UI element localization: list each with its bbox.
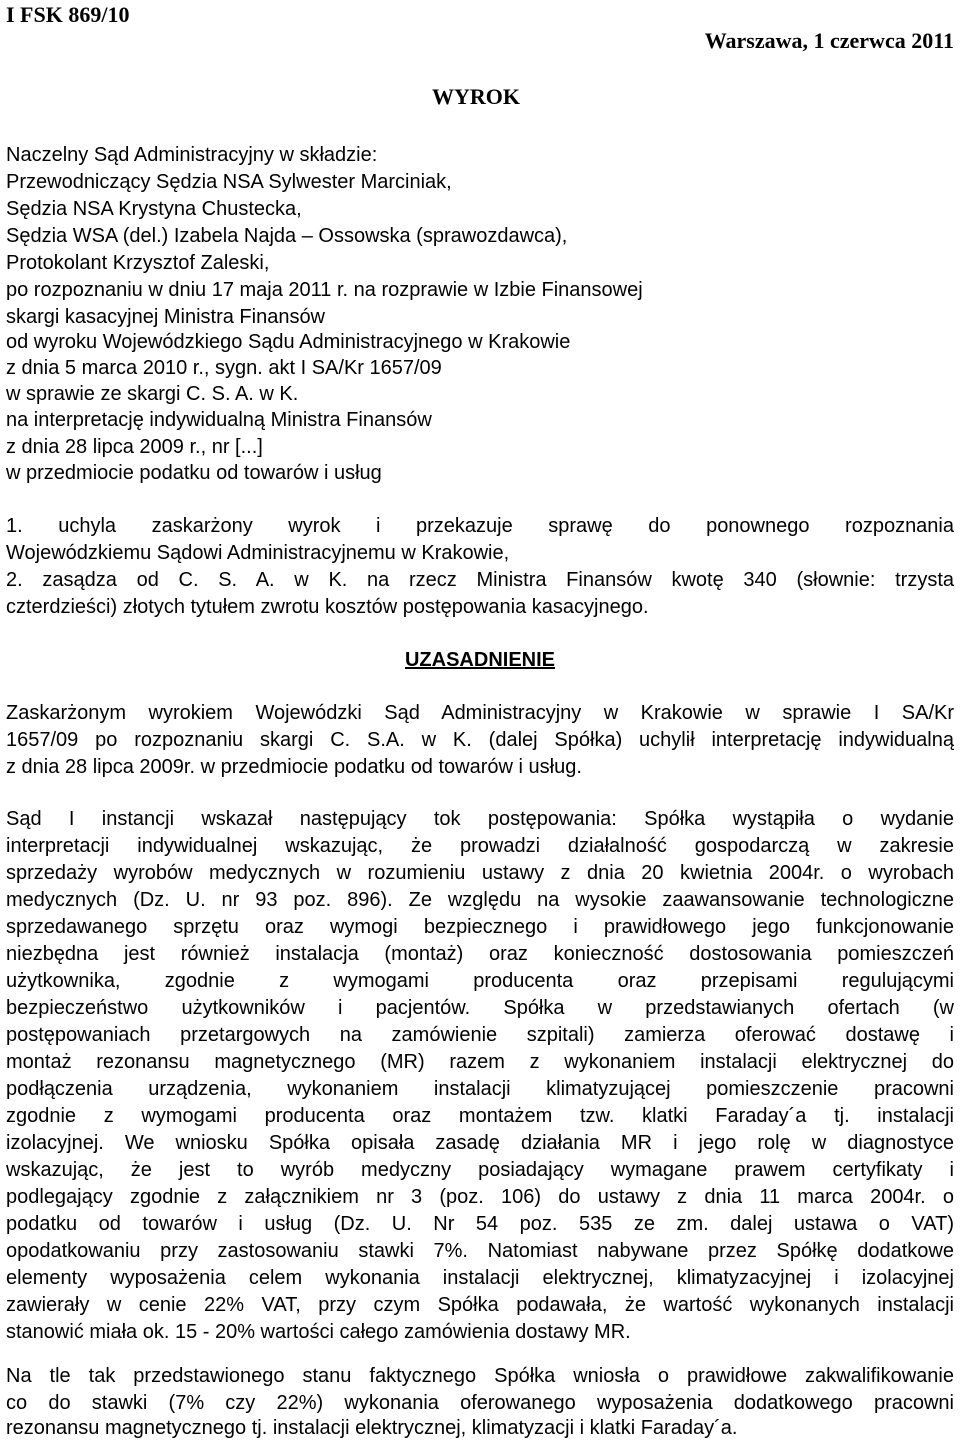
paragraph-line: użytkownika, zgodnie z wymogami producenta oraz przepisami regulującymi bbox=[6, 970, 954, 992]
ruling-line: 1. uchyla zaskarżony wyrok i przekazuje sprawę do ponownego rozpoznania bbox=[6, 515, 954, 537]
paragraph-line: montaż rezonansu magnetycznego (MR) razem z wykonaniem instalacji elektrycznej do bbox=[6, 1051, 954, 1073]
paragraph-line: rezonansu magnetycznego tj. instalacji elektrycznej, klimatyzacji i klatki Faraday´a. bbox=[6, 1417, 738, 1439]
ruling-line: Wojewódzkiemu Sądowi Administracyjnemu w Krakowie, bbox=[6, 542, 510, 564]
paragraph-line: podatku od towarów i usług (Dz. U. Nr 54 poz. 535 ze zm. dalej ustawa o VAT) bbox=[6, 1213, 954, 1235]
composition-line: Sędzia NSA Krystyna Chustecka, bbox=[6, 198, 302, 220]
composition-line: w sprawie ze skargi C. S. A. w K. bbox=[6, 383, 299, 405]
paragraph-line: opodatkowaniu przy zastosowaniu stawki 7%. Natomiast nabywane przez Spółkę dodatkowe bbox=[6, 1240, 954, 1262]
composition-line: z dnia 5 marca 2010 r., sygn. akt I SA/Kr 1657/09 bbox=[6, 357, 442, 379]
composition-line: Protokolant Krzysztof Zaleski, bbox=[6, 252, 270, 274]
composition-line: po rozpoznaniu w dniu 17 maja 2011 r. na rozprawie w Izbie Finansowej bbox=[6, 279, 643, 301]
paragraph-line: sprzedawanego sprzętu oraz wymogi bezpiecznego i prawidłowego jego funkcjonowanie bbox=[6, 916, 954, 938]
composition-line: od wyroku Wojewódzkiego Sądu Administracyjnego w Krakowie bbox=[6, 331, 571, 353]
verdict-title: WYROK bbox=[432, 84, 520, 109]
paragraph-line: sprzedaży wyrobów medycznych w rozumieniu ustawy z dnia 20 kwietnia 2004r. o wyrobach bbox=[6, 862, 954, 884]
composition-line: w przedmiocie podatku od towarów i usług bbox=[6, 462, 382, 484]
paragraph-line: 1657/09 po rozpoznaniu skargi C. S.A. w K. (dalej Spółka) uchylił interpretację indywidualną bbox=[6, 729, 954, 751]
composition-line: skargi kasacyjnej Ministra Finansów bbox=[6, 306, 326, 328]
paragraph-line: izolacyjnej. We wniosku Spółka opisała zasadę działania MR i jego rolę w diagnostyce bbox=[6, 1132, 954, 1154]
composition-line: Przewodniczący Sędzia NSA Sylwester Marciniak, bbox=[6, 171, 452, 193]
paragraph-line: postępowaniach przetargowych na zamówienie szpitali) zamierza oferować dostawę i bbox=[6, 1024, 954, 1046]
paragraph-line: medycznych (Dz. U. nr 93 poz. 896). Ze względu na wysokie zaawansowanie technologiczne bbox=[6, 889, 954, 911]
paragraph-line: bezpieczeństwo użytkowników i pacjentów. Spółka w przedstawianych ofertach (w bbox=[6, 997, 954, 1019]
justification-heading: UZASADNIENIE bbox=[404, 649, 555, 671]
paragraph-line: Zaskarżonym wyrokiem Wojewódzki Sąd Administracyjny w Krakowie w sprawie I SA/Kr bbox=[6, 702, 954, 724]
composition-line: Sędzia WSA (del.) Izabela Najda – Ossowska (sprawozdawca), bbox=[6, 225, 568, 247]
paragraph-line: z dnia 28 lipca 2009r. w przedmiocie podatku od towarów i usług. bbox=[6, 756, 582, 778]
paragraph-line: co do stawki (7% czy 22%) wykonania oferowanego wyposażenia dodatkowego pracowni bbox=[6, 1392, 954, 1414]
ruling-line: czterdzieści) złotych tytułem zwrotu kosztów postępowania kasacyjnego. bbox=[6, 596, 649, 618]
composition-line: z dnia 28 lipca 2009 r., nr [...] bbox=[6, 436, 263, 458]
paragraph-line: Sąd I instancji wskazał następujący tok postępowania: Spółka wystąpiła o wydanie bbox=[6, 808, 954, 830]
ruling-line: 2. zasądza od C. S. A. w K. na rzecz Ministra Finansów kwotę 340 (słownie: trzysta bbox=[6, 569, 954, 591]
paragraph-line: niezbędna jest również instalacja (montaż) oraz konieczność dostosowania pomieszczeń bbox=[6, 943, 954, 965]
paragraph-line: elementy wyposażenia celem wykonania instalacji elektrycznej, klimatyzacyjnej i izolacyjnej bbox=[6, 1267, 954, 1289]
paragraph-line: zawierały w cenie 22% VAT, przy czym Spółka podawała, że wartość wykonanych instalacji bbox=[6, 1294, 954, 1316]
composition-line: na interpretację indywidualną Ministra Finansów bbox=[6, 409, 432, 431]
paragraph-line: stanowić miała ok. 15 - 20% wartości całego zamówienia dostawy MR. bbox=[6, 1321, 631, 1343]
paragraph-line: Na tle tak przedstawionego stanu faktycznego Spółka wniosła o prawidłowe zakwalifikowanie bbox=[6, 1365, 954, 1387]
place-and-date: Warszawa, 1 czerwca 2011 bbox=[704, 28, 954, 53]
paragraph-line: podlegający zgodnie z załącznikiem nr 3 (poz. 106) do ustawy z dnia 11 marca 2004r. o bbox=[6, 1186, 954, 1208]
paragraph-line: wskazując, że jest to wyrób medyczny posiadający wymagane prawem certyfikaty i bbox=[6, 1159, 954, 1181]
paragraph-line: interpretacji indywidualnej wskazując, że prowadzi działalność gospodarczą w zakresie bbox=[6, 835, 954, 857]
paragraph-line: zgodnie z wymogami producenta oraz montażem tzw. klatki Faraday´a tj. instalacji bbox=[6, 1105, 954, 1127]
case-number: I FSK 869/10 bbox=[6, 2, 130, 27]
composition-line: Naczelny Sąd Administracyjny w składzie: bbox=[6, 144, 378, 166]
paragraph-line: podłączenia urządzenia, wykonaniem instalacji klimatyzującej pomieszczenie pracowni bbox=[6, 1078, 954, 1100]
